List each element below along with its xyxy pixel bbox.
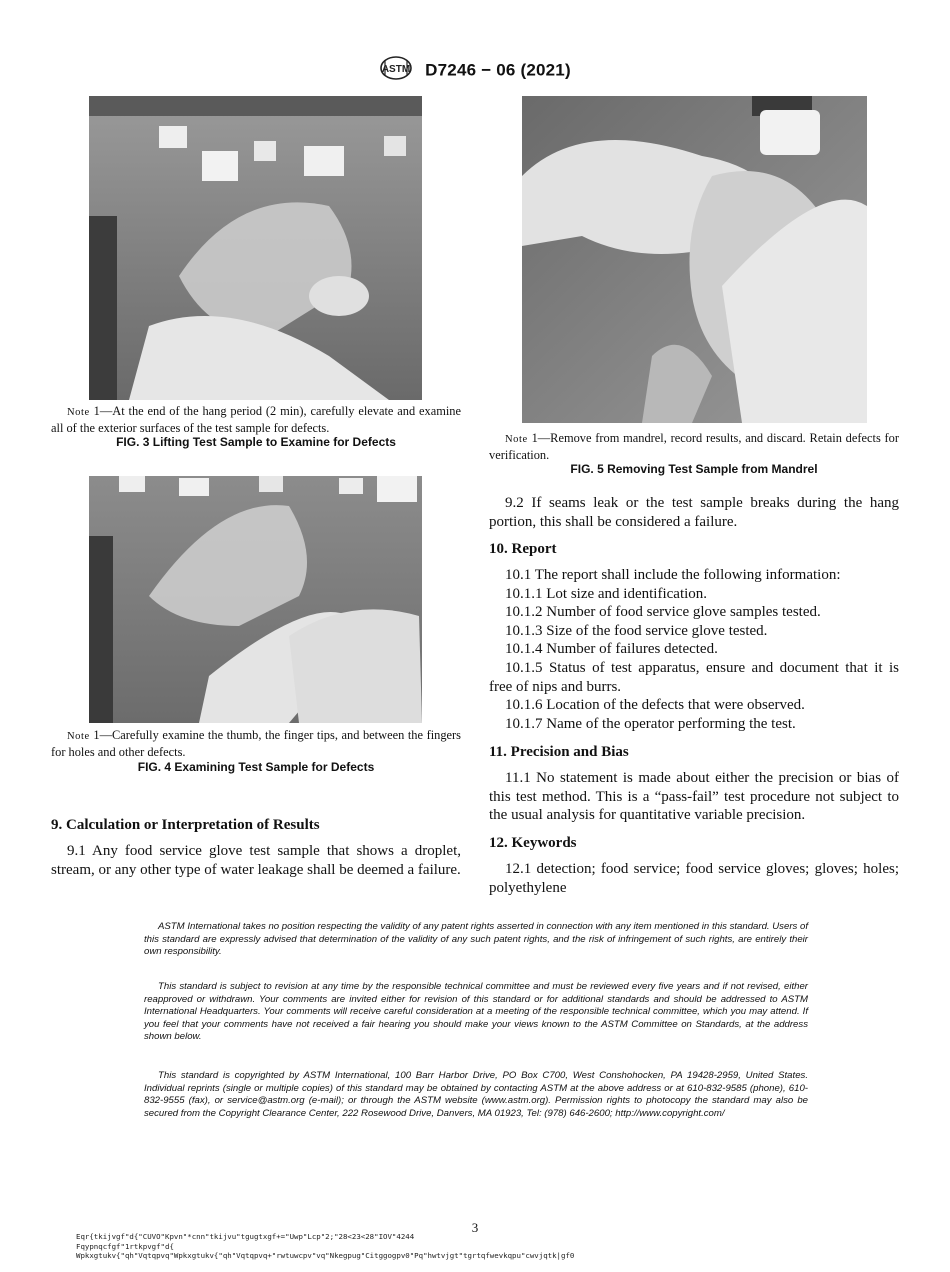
fig5-photo	[522, 96, 867, 423]
license-line: Wpkxgtukv{"qh"Vqtqpvq"Wpkxgtukv{"qh"Vqtqpvq+"rwtuwcpv"vq"Nkegpug"Citggogpv0"Pq"hwtvjgt"tgrtqfwevkqpu"cwvjqtk|gf0	[76, 1251, 575, 1260]
page-header	[0, 55, 950, 86]
section9-p2: 9.2 If seams leak or the test sample breaks during the hang portion, this shall be considered a failure.	[489, 495, 899, 530]
section11-heading: 11. Precision and Bias	[489, 744, 629, 760]
fig4-note: Note 1—Carefully examine the thumb, the finger tips, and between the fingers for holes and other defects.	[51, 728, 461, 759]
license-line: Fqypnqcfgf"1rtkpvgf"d{	[76, 1241, 174, 1251]
section10-heading: 10. Report	[489, 541, 557, 557]
list-item: 10.1.1 Lot size and identification.	[505, 585, 708, 602]
standard-designation: D7246 − 06 (2021)	[425, 60, 571, 80]
footer-patent: ASTM International takes no position respecting the validity of any patent rights asserted in connection with any item mentioned in this standard. Users of this standard are expressly advised that determination of the validity of any such patent rights, and the risk of infringement of such rights, are entirely their own responsibility.	[144, 921, 808, 958]
section9-p1: 9.1 Any food service glove test sample that shows a droplet, stream, or any other type of water leakage shall be deemed a failure.	[51, 843, 461, 878]
fig3-note: Note 1—At the end of the hang period (2 min), carefully elevate and examine all of the exterior surfaces of the test sample for defects.	[51, 404, 461, 435]
list-item: 10.1.6 Location of the defects that were observed.	[505, 697, 805, 714]
list-item: 10.1 The report shall include the following information:	[505, 567, 841, 583]
section11-p1: 11.1 No statement is made about either the precision or bias of this test method. This is a “pass-fail” test procedure not subject to the usual analysis for quantitative variable precision.	[489, 770, 899, 824]
list-item: 10.1.7 Name of the operator performing the test.	[505, 715, 796, 732]
license-line: Eqr{tkijvgf"d{"CUVO"Kpvn"*cnn"tkijvu"tgugtxgf+="Uwp"Lcp"2;"28<23<28"IOV"4244	[76, 1232, 415, 1241]
fig4-caption: FIG. 4 Examining Test Sample for Defects	[137, 760, 375, 774]
astm-logo-icon	[379, 55, 413, 86]
section12-p1: 12.1 detection; food service; food service gloves; gloves; holes; polyethylene	[489, 861, 899, 896]
license-stamp	[76, 1232, 575, 1261]
footer-revision: This standard is subject to revision at any time by the responsible technical committee and must be reviewed every five years and if not revised, either reapproved or withdrawn. Your comments are invited either for revision of this standard or for additional standards and should be addressed to ASTM International Headquarters. Your comments will receive careful consideration at a meeting of the responsible technical committee, which you may attend. If you feel that your comments have not received a fair hearing you should make your views known to the ASTM Committee on Standards, at the address shown below.	[144, 981, 808, 1043]
fig5-note: Note 1—Remove from mandrel, record results, and discard. Retain defects for verification.	[489, 431, 899, 462]
list-item: 10.1.5 Status of test apparatus, ensure and document that it is free of nips and burrs.	[489, 659, 899, 695]
fig5-caption: FIG. 5 Removing Test Sample from Mandrel	[570, 462, 818, 476]
svg-text:ASTM: ASTM	[382, 64, 411, 75]
section12-heading: 12. Keywords	[489, 835, 577, 851]
section10-list	[489, 566, 899, 733]
fig3-photo	[89, 96, 422, 400]
list-item: 10.1.2 Number of food service glove samples tested.	[505, 604, 821, 621]
fig4-photo	[89, 476, 422, 723]
page-number: 3	[471, 1220, 479, 1235]
list-item: 10.1.3 Size of the food service glove tested.	[505, 622, 768, 639]
section9-heading: 9. Calculation or Interpretation of Results	[51, 817, 320, 833]
list-item: 10.1.4 Number of failures detected.	[505, 641, 718, 658]
footer-copyright: This standard is copyrighted by ASTM International, 100 Barr Harbor Drive, PO Box C700, West Conshohocken, PA 19428-2959, United States. Individual reprints (single or multiple copies) of this standard may be obtained by contacting ASTM at the above address or at 610-832-9585 (phone), 610-832-9555 (fax), or service@astm.org (e-mail); or through the ASTM website (www.astm.org). Permission rights to photocopy the standard may also be secured from the Copyright Clearance Center, 222 Rosewood Drive, Danvers, MA 01923, Tel: (978) 646-2600; http://www.copyright.com/	[144, 1070, 808, 1119]
fig3-caption: FIG. 3 Lifting Test Sample to Examine for Defects	[116, 435, 396, 449]
